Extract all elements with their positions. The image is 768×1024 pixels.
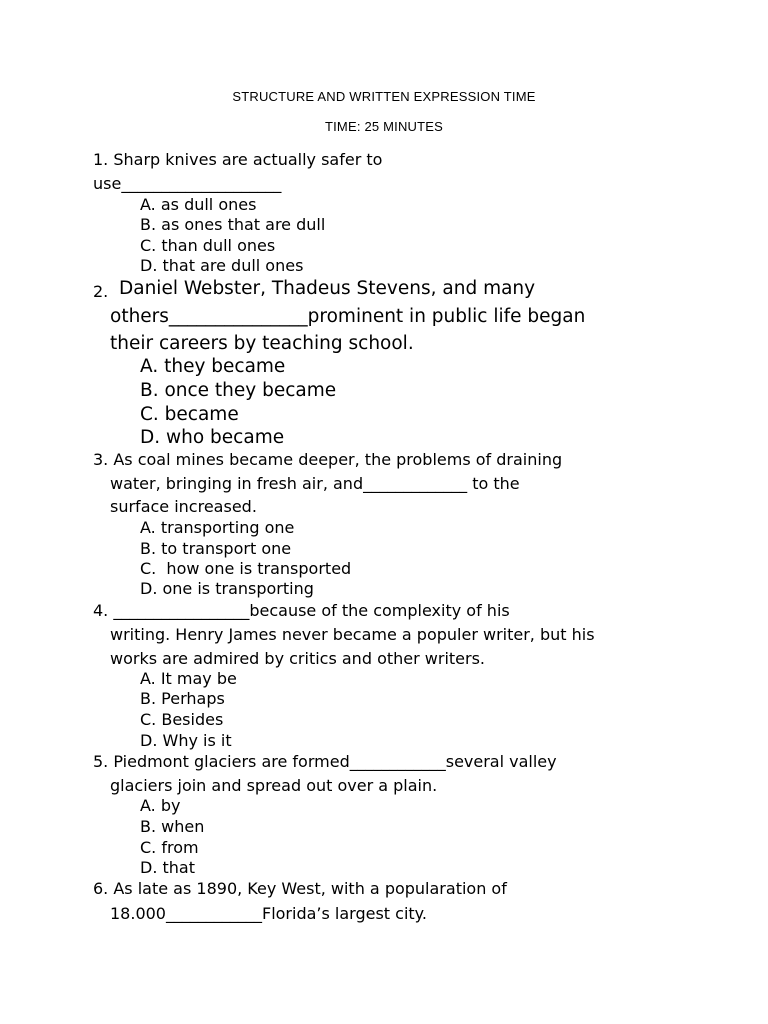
question-5-line-2: glaciers join and spread out over a plain.: [110, 776, 438, 795]
question-2-option-d: D. who became: [140, 427, 285, 448]
question-1-option-a: A. as dull ones: [140, 195, 257, 214]
question-4-option-d: D. Why is it: [140, 731, 232, 750]
question-2-option-c: C. became: [140, 404, 239, 425]
question-5-option-c: C. from: [140, 838, 199, 857]
question-2-line-1: Daniel Webster, Thadeus Stevens, and many: [119, 278, 536, 299]
question-6-line-1: 6. As late as 1890, Key West, with a popularation of: [93, 879, 507, 898]
question-5-option-a: A. by: [140, 796, 181, 815]
question-4-option-c: C. Besides: [140, 710, 224, 729]
question-3-option-d: D. one is transporting: [140, 579, 314, 598]
question-2-line-2: others_______________prominent in public life began: [110, 306, 586, 327]
question-3-line-1: 3. As coal mines became deeper, the problems of draining: [93, 450, 563, 469]
time-limit: TIME: 25 MINUTES: [324, 119, 444, 134]
question-1-line-2: use____________________: [93, 174, 282, 193]
question-4-line-3: works are admired by critics and other writers.: [110, 649, 485, 668]
question-3-line-3: surface increased.: [110, 497, 257, 516]
question-3-option-b: B. to transport one: [140, 539, 292, 558]
question-4-option-b: B. Perhaps: [140, 689, 225, 708]
question-4-option-a: A. It may be: [140, 669, 237, 688]
document-title: STRUCTURE AND WRITTEN EXPRESSION TIME: [232, 89, 536, 104]
question-2-line-3: their careers by teaching school.: [110, 333, 414, 354]
question-4-line-1: 4. _________________because of the complexity of his: [93, 601, 510, 620]
question-5-option-b: B. when: [140, 817, 205, 836]
question-1-line-1: 1. Sharp knives are actually safer to: [93, 150, 383, 169]
question-6-line-2: 18.000____________Florida’s largest city.: [110, 904, 427, 923]
question-3-option-a: A. transporting one: [140, 518, 295, 537]
question-3-line-2: water, bringing in fresh air, and_____________ to the: [110, 474, 520, 493]
question-5-line-1: 5. Piedmont glaciers are formed____________several valley: [93, 752, 557, 771]
question-2-option-b: B. once they became: [140, 380, 337, 401]
question-1-option-d: D. that are dull ones: [140, 256, 304, 275]
question-2-option-a: A. they became: [140, 356, 286, 377]
question-2-number: 2.: [93, 282, 109, 301]
question-3-option-c: C. how one is transported: [140, 559, 352, 578]
question-4-line-2: writing. Henry James never became a populer writer, but his: [110, 625, 595, 644]
question-1-option-b: B. as ones that are dull: [140, 215, 326, 234]
question-1-option-c: C. than dull ones: [140, 236, 276, 255]
question-5-option-d: D. that: [140, 858, 195, 877]
